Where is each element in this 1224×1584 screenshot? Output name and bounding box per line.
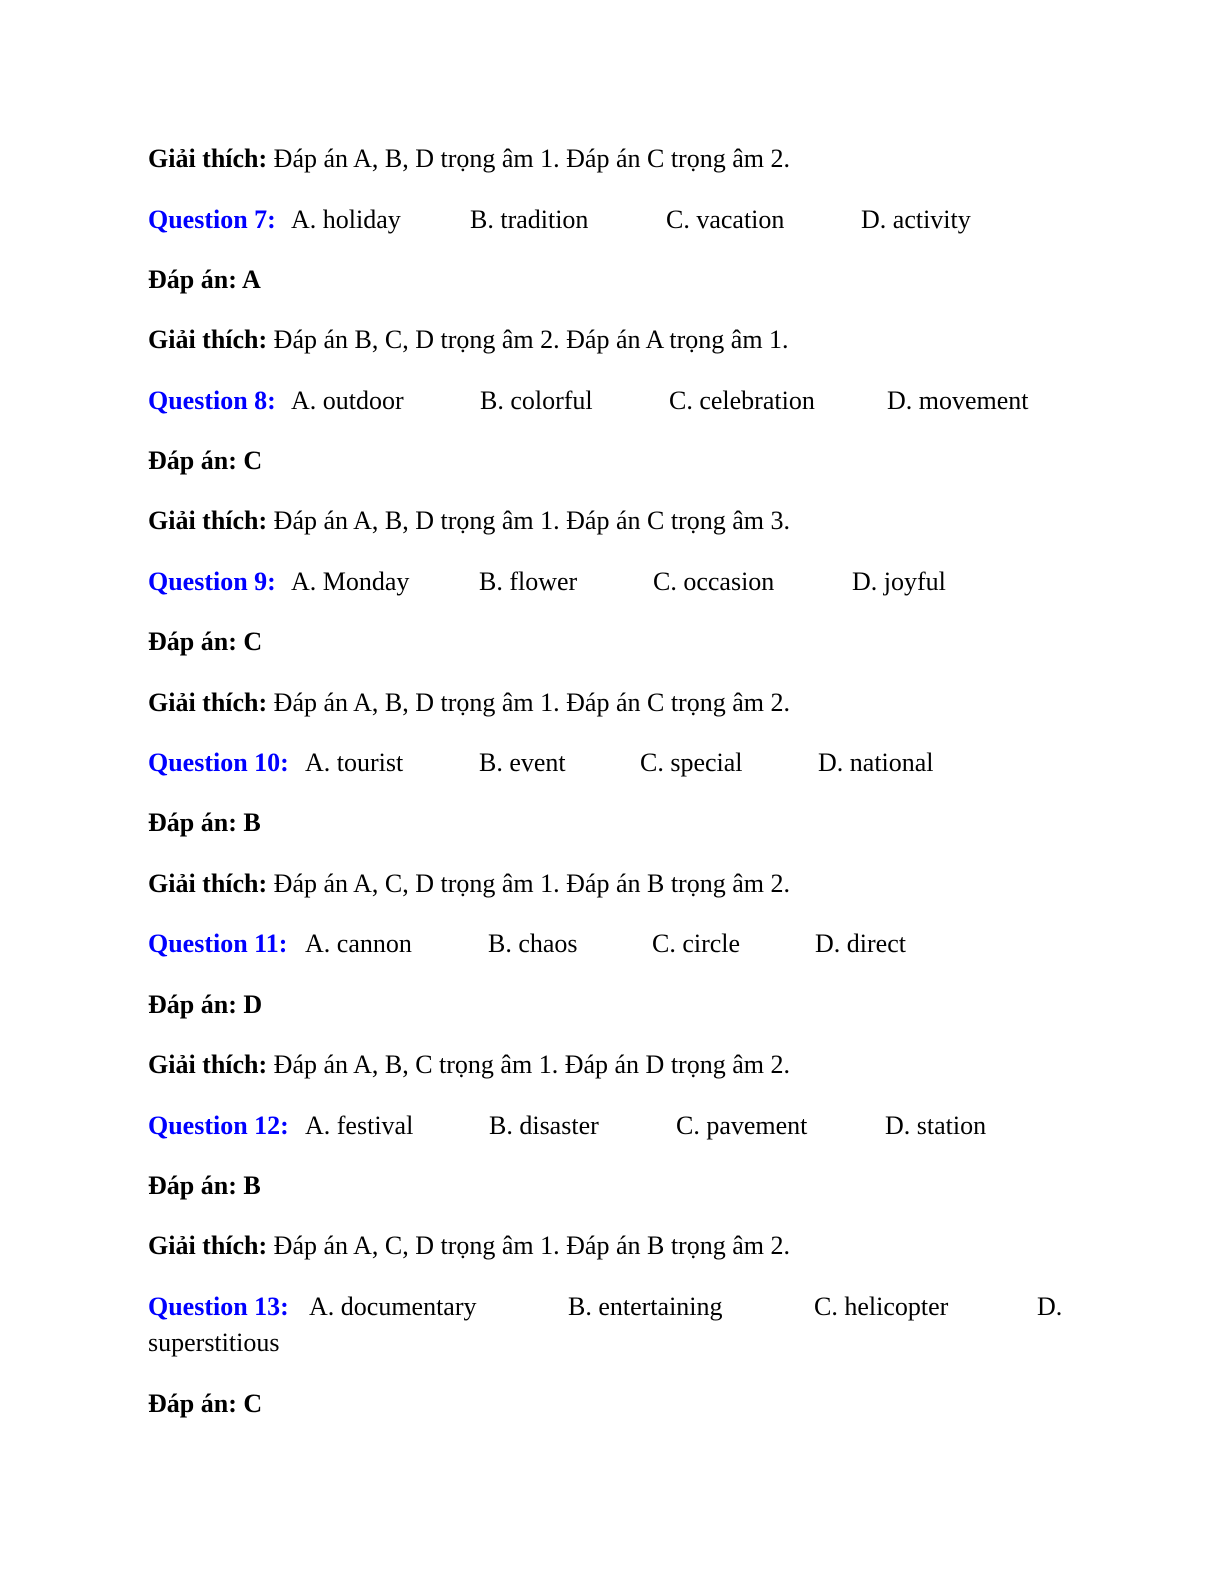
option-a: A. outdoor [291,386,404,415]
answer-line [148,446,262,476]
question-line [148,929,1068,959]
option-b: B. event [479,748,566,777]
option-c: C. pavement [676,1111,808,1140]
question-label: Question 9: [148,567,276,596]
option-d-word: superstitious [148,1328,280,1357]
option-a: A. festival [305,1111,414,1140]
explain-text: Đáp án A, B, D trọng âm 1. Đáp án C trọng âm 3. [273,506,790,535]
question-line [148,386,1068,416]
answer-value: C [243,1389,263,1418]
explanation-line [148,1231,790,1261]
explain-label: Giải thích: [148,144,268,173]
explain-label: Giải thích: [148,506,268,535]
question-line [148,567,1068,597]
option-c: C. circle [652,929,741,958]
question-label: Question 8: [148,386,276,415]
answer-line [148,1389,262,1419]
option-a: A. Monday [291,567,410,596]
answer-label: Đáp án: [148,265,237,294]
option-a: A. tourist [305,748,404,777]
answer-value: B [243,808,261,837]
question-line [148,1111,1068,1141]
option-d: D. national [818,748,934,777]
question-label: Question 13: [148,1292,289,1321]
explain-label: Giải thích: [148,688,268,717]
question-label: Question 12: [148,1111,289,1140]
option-d: D. movement [887,386,1029,415]
option-b: B. flower [479,567,578,596]
question-label: Question 7: [148,205,276,234]
answer-value: C [243,446,263,475]
option-c: C. occasion [653,567,775,596]
explanation-line [148,688,790,718]
option-d: D. joyful [852,567,946,596]
option-b: B. entertaining [568,1292,723,1321]
question-line [148,205,1068,235]
option-b: B. tradition [470,205,589,234]
option-a: A. holiday [291,205,401,234]
explain-label: Giải thích: [148,869,268,898]
answer-line [148,627,262,657]
explain-text: Đáp án A, C, D trọng âm 1. Đáp án B trọng âm 2. [273,869,790,898]
answer-label: Đáp án: [148,446,237,475]
explanation-line [148,1050,790,1080]
answer-line [148,808,261,838]
answer-label: Đáp án: [148,627,237,656]
explanation-line [148,506,790,536]
answer-line [148,265,261,295]
explain-text: Đáp án A, C, D trọng âm 1. Đáp án B trọng âm 2. [273,1231,790,1260]
option-a: A. cannon [305,929,412,958]
answer-line [148,1171,261,1201]
answer-label: Đáp án: [148,990,237,1019]
answer-value: D [243,990,263,1019]
answer-value: B [243,1171,261,1200]
option-b: B. colorful [480,386,593,415]
explain-label: Giải thích: [148,325,268,354]
option-b: B. disaster [489,1111,599,1140]
explain-text: Đáp án A, B, C trọng âm 1. Đáp án D trọng âm 2. [273,1050,790,1079]
option-d: D. direct [815,929,906,958]
question-label: Question 10: [148,748,289,777]
explain-label: Giải thích: [148,1231,268,1260]
option-c: C. vacation [666,205,785,234]
explain-text: Đáp án A, B, D trọng âm 1. Đáp án C trọng âm 2. [273,144,790,173]
explanation-line [148,325,789,355]
option-b: B. chaos [488,929,578,958]
option-d: D. station [885,1111,987,1140]
answer-value: C [243,627,263,656]
option-c: C. special [640,748,743,777]
explanation-line [148,144,790,174]
answer-line [148,990,262,1020]
explanation-line [148,869,790,899]
option-d: D. activity [861,205,971,234]
answer-label: Đáp án: [148,1389,237,1418]
option-c: C. helicopter [814,1292,949,1321]
explain-text: Đáp án A, B, D trọng âm 1. Đáp án C trọng âm 2. [273,688,790,717]
question-line [148,748,1068,778]
explain-label: Giải thích: [148,1050,268,1079]
question-label: Question 11: [148,929,288,958]
question-line [148,1289,1068,1361]
option-d: D. [1037,1292,1063,1321]
option-a: A. documentary [309,1292,477,1321]
answer-label: Đáp án: [148,1171,237,1200]
explain-text: Đáp án B, C, D trọng âm 2. Đáp án A trọng âm 1. [273,325,789,354]
option-c: C. celebration [669,386,815,415]
answer-label: Đáp án: [148,808,237,837]
answer-value: A [241,265,261,294]
